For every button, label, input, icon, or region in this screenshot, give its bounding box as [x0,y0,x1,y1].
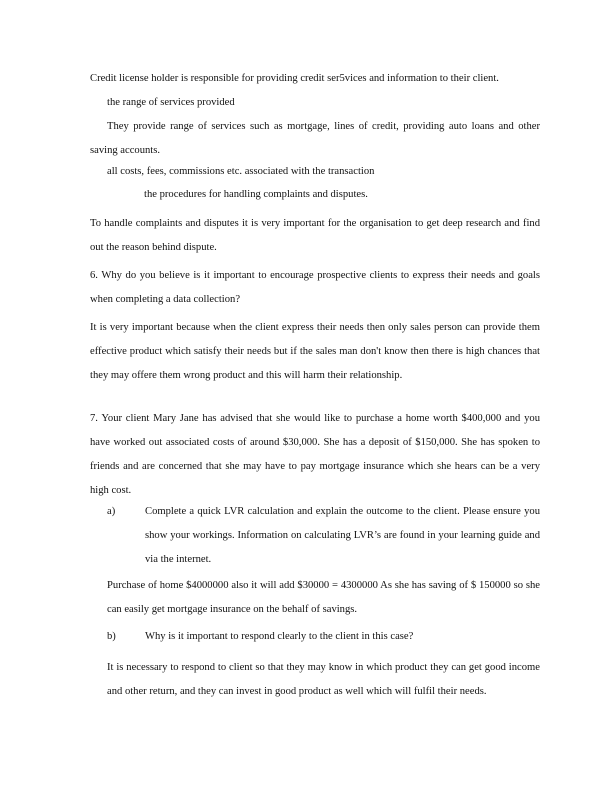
paragraph-range-services: the range of services provided [107,97,235,108]
paragraph-handle-complaints: To handle complaints and disputes it is very important for the organisation to get deep research and find out the reason behind dispute. [90,218,540,253]
paragraph-credit-license: Credit license holder is responsible for providing credit ser5vices and information to their client. [90,73,499,84]
question-6: 6. Why do you believe is it important to encourage prospective clients to express their needs and goals when completing a data collection? [90,270,540,305]
question-7: 7. Your client Mary Jane has advised that she would like to purchase a home worth $400,000 and you have worked out associated costs of around $30,000. She has a deposit of $150,000. She has spoken to friends and are concerned that she may have to pay mortgage insurance which she hears can be a very high cost. [90,413,540,496]
paragraph-complaints-procedures: the procedures for handling complaints and disputes. [144,189,368,200]
question-7a [107,500,540,572]
question-7a-text: Complete a quick LVR calculation and explain the outcome to the client. Please ensure you show your workings. Information on calculating LVR’s are found in your learning guide and via the internet. [145,506,540,565]
item-marker-a: a) [107,506,116,517]
paragraph-costs-fees: all costs, fees, commissions etc. associated with the transaction [107,166,375,177]
answer-6: It is very important because when the client express their needs then only sales person can provide them effective product which satisfy their needs but if the sales man don't know then there is high chances that they may offere them wrong product and this will harm their relationship. [90,322,540,381]
question-7b [107,625,540,649]
paragraph-services-description: They provide range of services such as mortgage, lines of credit, providing auto loans and other saving accounts. [90,121,540,156]
answer-7a: Purchase of home $4000000 also it will add $30000 = 4300000 As she has saving of $ 150000 so she can easily get mortgage insurance on the behalf of savings. [107,580,540,615]
question-7b-text: Why is it important to respond clearly to the client in this case? [145,631,414,642]
item-marker-b: b) [107,631,116,642]
answer-7b: It is necessary to respond to client so that they may know in which product they can get good income and other return, and they can invest in good product as well which will fulfil their needs. [107,662,540,697]
